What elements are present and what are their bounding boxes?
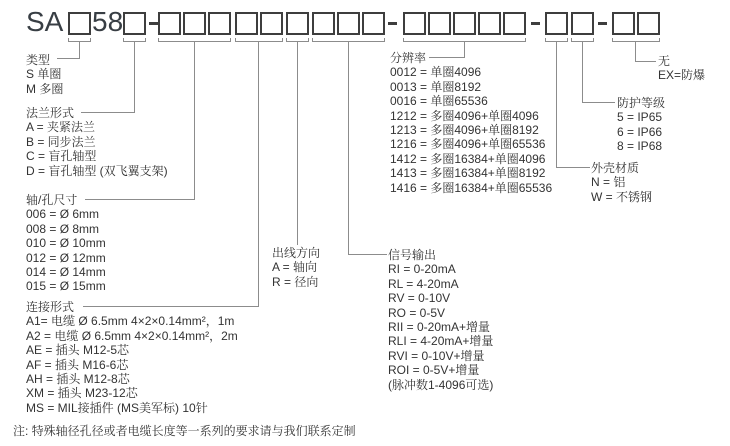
spec-item: A2 = 电缆 Ø 6.5mm 4×2×0.14mm²，2m — [26, 328, 238, 343]
dash-separator-2 — [388, 22, 397, 25]
spec-item: A1= 电缆 Ø 6.5mm 4×2×0.14mm²，1m — [26, 314, 235, 329]
section-housing — [591, 161, 652, 204]
spec-item: EX=防爆 — [658, 68, 706, 83]
spec-item: XM = 插头 M23-12芯 — [26, 386, 138, 401]
code-box-shaft-2 — [183, 12, 206, 35]
connector-option-h — [635, 61, 656, 62]
code-box-connection-1 — [235, 12, 258, 35]
spec-item: RL = 4-20mA — [388, 276, 459, 291]
spec-item: RV = 0-10V — [388, 291, 451, 306]
spec-item: 5 = IP65 — [617, 110, 663, 125]
connector-option-v — [635, 42, 636, 62]
connector-signal-h — [348, 254, 387, 255]
spec-item: 010 = Ø 10mm — [26, 236, 106, 251]
spec-item: 1216 = 多圈4096+单圈65536 — [390, 137, 546, 152]
connector-type-v — [79, 42, 80, 59]
spec-item: 1212 = 多圈4096+单圈4096 — [390, 108, 539, 123]
code-box-shaft-3 — [208, 12, 231, 35]
code-box-option-1 — [612, 12, 635, 35]
code-box-resolution-5 — [503, 12, 526, 35]
section-housing-title: 外壳材质 — [591, 161, 640, 175]
custom-order-note: 注: 特殊轴径孔径或者电缆长度等一系列的要求请与我们联系定制 — [13, 424, 356, 438]
code-box-resolution-2 — [428, 12, 451, 35]
spec-item: RLI = 4-20mA+增量 — [388, 334, 494, 349]
spec-item: N = 铝 — [591, 175, 626, 190]
spec-item: RI = 0-20mA — [388, 262, 456, 277]
spec-item: S 单圈 — [26, 67, 62, 82]
code-box-signal-3 — [362, 12, 385, 35]
section-explosion-title: 无 — [658, 54, 671, 68]
spec-item: RO = 0-5V — [388, 305, 446, 320]
spec-item: 1412 = 多圈16384+单圈4096 — [390, 151, 546, 166]
section-outlet-title: 出线方向 — [272, 246, 321, 260]
code-box-protection — [571, 12, 594, 35]
spec-item: A = 轴向 — [272, 260, 318, 275]
section-flange-items — [26, 120, 168, 178]
section-signal-title: 信号输出 — [388, 248, 437, 262]
bracket-connection — [235, 38, 283, 42]
spec-item: RII = 0-20mA+增量 — [388, 320, 491, 335]
spec-item: 006 = Ø 6mm — [26, 207, 100, 222]
code-box-shaft-1 — [158, 12, 181, 35]
section-connection — [26, 300, 238, 415]
section-signal-items — [388, 262, 493, 392]
code-box-option-2 — [637, 12, 660, 35]
spec-item: (脉冲数1-4096可选) — [388, 377, 494, 392]
spec-item: AF = 插头 M16-6芯 — [26, 357, 129, 372]
code-box-flange — [123, 12, 146, 35]
model-prefix: SA — [26, 6, 64, 37]
bracket-option — [612, 38, 660, 42]
code-box-housing — [545, 12, 568, 35]
connector-housing-v — [556, 42, 557, 168]
section-signal — [388, 248, 493, 392]
connector-protection-h — [582, 102, 615, 103]
section-shaft-items — [26, 207, 106, 293]
spec-item: 0012 = 单圈4096 — [390, 65, 482, 80]
spec-item: 0016 = 单圈65536 — [390, 94, 488, 109]
section-resolution-items — [390, 65, 552, 195]
spec-item: 6 = IP66 — [617, 124, 663, 139]
section-flange — [26, 106, 168, 178]
spec-item: A = 夹紧法兰 — [26, 120, 96, 135]
code-box-signal-1 — [312, 12, 335, 35]
spec-item: 015 = Ø 15mm — [26, 279, 106, 294]
code-box-resolution-4 — [478, 12, 501, 35]
section-protection-items — [617, 110, 665, 153]
spec-item: D = 盲孔轴型 (双飞翼支架) — [26, 163, 168, 178]
spec-item: 8 = IP68 — [617, 139, 663, 154]
spec-item: AE = 插头 M12-5芯 — [26, 343, 130, 358]
spec-item: 014 = Ø 14mm — [26, 265, 106, 280]
section-resolution-title: 分辨率 — [390, 51, 427, 65]
spec-item: ROI = 0-5V+增量 — [388, 363, 480, 378]
section-explosion-items — [658, 68, 705, 82]
connector-signal-v — [348, 42, 349, 255]
section-outlet — [272, 246, 320, 289]
spec-item: R = 径向 — [272, 274, 319, 289]
section-flange-title: 法兰形式 — [26, 106, 75, 120]
section-type — [26, 53, 63, 96]
spec-item: 012 = Ø 12mm — [26, 250, 106, 265]
spec-item: 1413 = 多圈16384+单圈8192 — [390, 166, 546, 181]
model-series: 58 — [92, 6, 124, 37]
section-connection-title: 连接形式 — [26, 300, 75, 314]
dash-separator-1 — [149, 22, 158, 25]
spec-item: RVI = 0-10V+增量 — [388, 348, 485, 363]
spec-item: M 多圈 — [26, 81, 64, 96]
dash-separator-3 — [531, 22, 540, 25]
section-shaft — [26, 193, 106, 294]
spec-item: 1213 = 多圈4096+单圈8192 — [390, 123, 539, 138]
spec-item: 1416 = 多圈16384+单圈65536 — [390, 180, 553, 195]
section-protection — [617, 96, 665, 154]
spec-item: 008 = Ø 8mm — [26, 221, 100, 236]
section-protection-title: 防护等级 — [617, 96, 666, 110]
connector-flange-v — [134, 42, 135, 113]
spec-item: AH = 插头 M12-8芯 — [26, 372, 130, 387]
code-box-resolution-3 — [453, 12, 476, 35]
code-box-resolution-1 — [403, 12, 426, 35]
section-type-items — [26, 67, 63, 96]
section-resolution — [390, 51, 552, 195]
section-shaft-title: 轴/孔尺寸 — [26, 193, 78, 207]
code-box-signal-2 — [337, 12, 360, 35]
section-connection-items — [26, 314, 238, 415]
code-box-outlet — [286, 12, 309, 35]
spec-item: B = 同步法兰 — [26, 134, 96, 149]
section-outlet-items — [272, 260, 320, 289]
section-type-title: 类型 — [26, 53, 51, 67]
connector-protection-v — [582, 42, 583, 103]
section-explosion — [658, 54, 705, 83]
spec-item: W = 不锈钢 — [591, 189, 653, 204]
spec-item: C = 盲孔轴型 — [26, 149, 97, 164]
section-housing-items — [591, 175, 652, 204]
connector-housing-h — [556, 167, 590, 168]
dash-separator-4 — [598, 22, 607, 25]
code-box-connection-2 — [260, 12, 283, 35]
connector-outlet-v — [297, 42, 298, 245]
code-box-type — [68, 12, 91, 35]
spec-item: 0013 = 单圈8192 — [390, 79, 482, 94]
connector-shaft-v — [194, 42, 195, 200]
connector-connection-v — [258, 42, 259, 307]
spec-item: MS = MIL接插件 (MS美军标) 10针 — [26, 400, 208, 415]
